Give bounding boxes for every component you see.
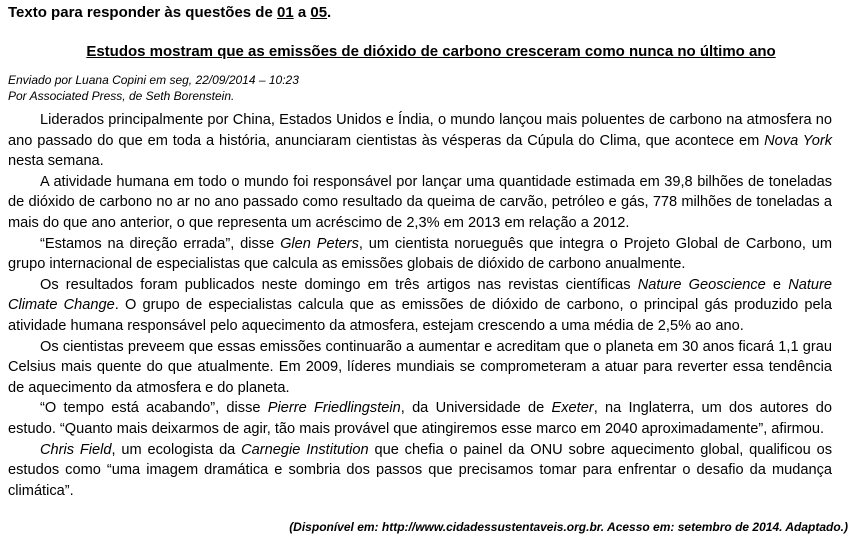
article-body [8,110,832,501]
p6-text-a: “O tempo está acabando”, disse [40,400,268,417]
p1-text-a: Liderados principalmente por China, Estados Unidos e Índia, o mundo lançou mais poluentes de carbono na atmosfera no ano passado do que em toda a história, anunciaram cientistas às vésperas da Cúpula do Clima, que acontece em [8,112,832,149]
header-to: 05 [310,4,328,21]
p7-italic-2: Carnegie Institution [241,441,369,458]
p1-text-b: nesta semana. [8,153,104,170]
paragraph-6 [8,398,832,439]
p4-text-c: . O grupo de especialistas calcula que as emissões de dióxido de carbono, o principal gás produzido pela atividade humana responsável pelo aquecimento da atmosfera, estejam crescendo a uma média de 2,5% ao ano. [8,297,832,334]
article-meta [8,72,299,104]
p4-italic-1: Nature Geoscience [637,276,766,293]
p7-text-b: que chefia o painel da ONU sobre aquecimento global, qualificou os estudos como “uma imagem dramática e sombria dos passos que precisamos tomar para enfrentar o desafio da mudança climática”. [8,441,832,499]
p6-italic-1: Pierre Friedlingstein [267,400,401,417]
paragraph-5: Os cientistas preveem que essas emissões continuarão a aumentar e acreditam que o planeta em 30 anos ficará 1,1 grau Celsius mais quente do que atualmente. Em 2009, líderes mundiais se comprometeram a atuar para reverter essa tendência de aquecimento da atmosfera e do planeta. [8,338,832,396]
paragraph-7 [8,440,832,502]
p4-text-b: e [765,276,789,293]
p7-text-a: , um ecologista da [111,441,242,458]
header-from: 01 [276,4,294,21]
p3-italic: Glen Peters [280,235,359,252]
meta-posted-by: Enviado por Luana Copini em seg, 22/09/2014 – 10:23 [8,73,299,87]
header-prefix: Texto para responder às questões de [8,4,277,21]
paragraph-4 [8,275,832,337]
paragraph-1 [8,110,832,172]
paragraph-3 [8,234,832,275]
header-sep: a [293,4,311,21]
header-suffix: . [327,4,332,21]
article-title: Estudos mostram que as emissões de dióxido de carbono cresceram como nunca no último ano [86,43,776,60]
p4-italic-2: Nature Climate Change [8,276,832,314]
p7-italic-1: Chris Field [40,441,112,458]
source-citation: (Disponível em: http://www.cidadessustentaveis.org.br. Acesso em: setembro de 2014. Adaptado.) [289,520,848,534]
p4-text-a: Os resultados foram publicados neste domingo em três artigos nas revistas científicas [40,276,638,293]
p6-text-c: , na Inglaterra, um dos autores do estudo. “Quanto mais deixarmos de agir, tão mais provável que atingiremos esse marco em 2040 aproximadamente”, afirmou. [8,400,832,437]
meta-author: Por Associated Press, de Seth Borenstein. [8,89,235,103]
p3-text-a: “Estamos na direção errada”, disse [40,235,281,252]
p6-italic-2: Exeter [551,400,594,417]
p6-text-b: , da Universidade de [400,400,552,417]
questions-header [8,4,331,21]
p1-italic: Nova York [764,132,832,149]
paragraph-2: A atividade humana em todo o mundo foi responsável por lançar uma quantidade estimada em 39,8 bilhões de toneladas de dióxido de carbono no ar no ano passado como resultado da queima de carvão, petróleo e gás, 778 milhões de toneladas a mais do que ano anterior, o que representa um acréscimo de 2,3% em 2013 em relação a 2012. [8,173,832,231]
p3-text-b: , um cientista norueguês que integra o Projeto Global de Carbono, um grupo internacional de especialistas que calcula as emissões globais de dióxido de carbono anualmente. [8,235,832,273]
